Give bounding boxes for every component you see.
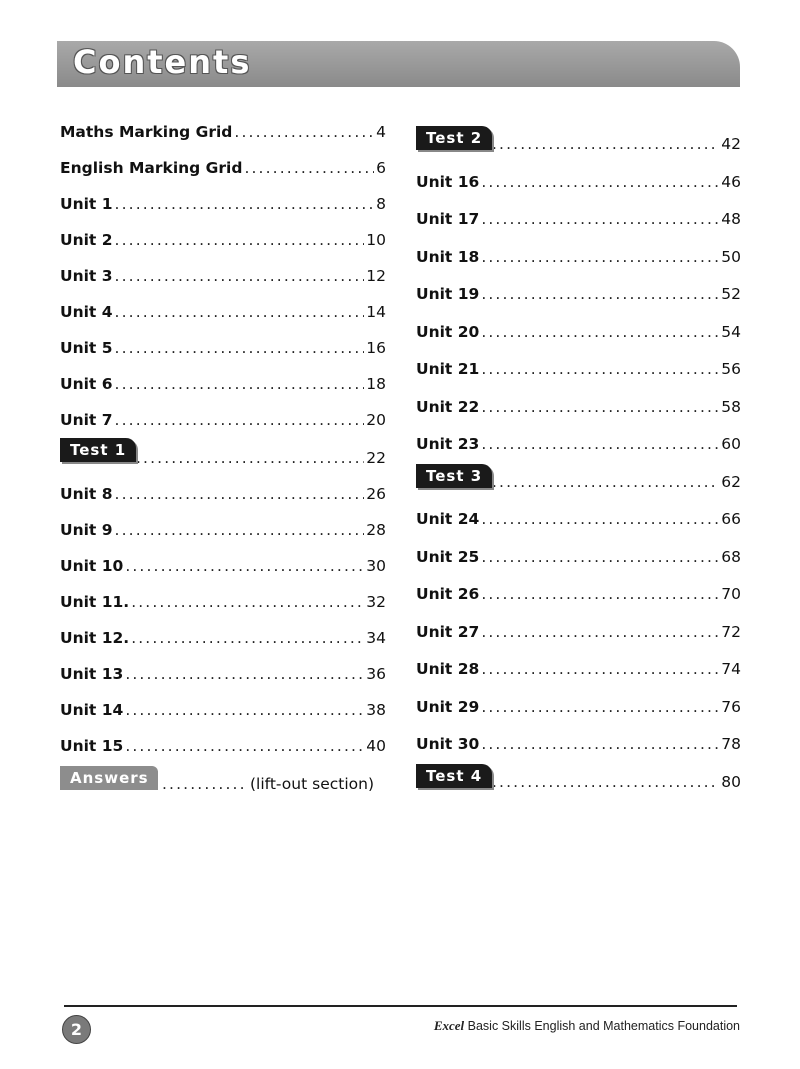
entry-label: Unit 23 [416, 435, 480, 453]
entry-page-number: 76 [721, 697, 741, 716]
entry-page-number: 40 [366, 737, 386, 755]
dot-leader [481, 426, 719, 464]
dot-leader [136, 440, 364, 476]
dot-leader [234, 114, 374, 150]
contents-entry [416, 389, 741, 427]
page-number: 2 [62, 1015, 91, 1044]
entry-page-number: 26 [366, 485, 386, 503]
entry-page-number: 62 [721, 472, 741, 491]
dot-leader [115, 512, 365, 548]
dot-leader [481, 389, 719, 427]
dot-leader [481, 651, 719, 689]
dot-leader [115, 476, 365, 512]
dot-leader [481, 501, 719, 539]
dot-leader [131, 584, 364, 620]
dot-leader [481, 239, 719, 277]
contents-entry [416, 276, 741, 314]
entry-label: Unit 28 [416, 660, 480, 678]
entry-label: Unit 8 [60, 485, 113, 503]
dot-leader [115, 402, 365, 438]
entry-page-number: 6 [376, 159, 386, 177]
entry-label: English Marking Grid [60, 159, 243, 177]
entry-label: Unit 10 [60, 557, 124, 575]
entry-page-number: 48 [721, 210, 741, 228]
entry-page-number: 72 [721, 622, 741, 641]
contents-entry [60, 438, 386, 476]
entry-label: Unit 20 [416, 322, 480, 341]
entry-page-number: 56 [721, 360, 741, 378]
entry-label: Unit 25 [416, 547, 480, 566]
contents-entry [60, 258, 386, 294]
entry-label: Unit 2 [60, 231, 113, 249]
contents-entry [416, 576, 741, 614]
contents-entry [60, 330, 386, 366]
entry-page-number: 14 [366, 303, 386, 321]
entry-label: Unit 12. [60, 629, 130, 647]
footer-divider [64, 1005, 737, 1007]
entry-label: Unit 30 [416, 735, 480, 753]
entry-page-number: 78 [721, 735, 741, 753]
entry-label: Unit 7 [60, 411, 113, 429]
contents-entry [60, 728, 386, 764]
entry-label: Unit 11. [60, 593, 130, 611]
test-badge: Test 1 [60, 438, 136, 462]
entry-label: Maths Marking Grid [60, 123, 233, 141]
entry-page-number: 8 [376, 195, 386, 213]
entry-page-number: 80 [721, 772, 741, 791]
contents-entry [416, 539, 741, 577]
entry-page-number: 38 [366, 701, 386, 719]
entry-page-number: 32 [366, 593, 386, 611]
contents-entry [60, 512, 386, 548]
contents-entry [416, 126, 741, 164]
entry-page-number: 46 [721, 172, 741, 191]
answers-badge: Answers [60, 766, 158, 790]
entry-label: Unit 3 [60, 267, 113, 285]
dot-leader [115, 330, 365, 366]
entry-page-number: 22 [366, 449, 386, 467]
entry-page-number: 52 [721, 285, 741, 303]
dot-leader [125, 692, 364, 728]
entry-label: Unit 5 [60, 339, 113, 357]
entry-page-number: 58 [721, 397, 741, 416]
contents-entry [416, 426, 741, 464]
entry-page-number: 66 [721, 510, 741, 528]
dot-leader [481, 314, 719, 352]
contents-entry [60, 402, 386, 438]
dot-leader [125, 728, 364, 764]
entry-page-number: 70 [721, 585, 741, 603]
contents-entry [416, 464, 741, 502]
entry-page-number: 10 [366, 231, 386, 249]
dot-leader [481, 276, 719, 314]
entry-page-number: 20 [366, 411, 386, 429]
entry-label: Unit 29 [416, 697, 480, 716]
entry-page-number: 42 [721, 135, 741, 153]
contents-entry [60, 222, 386, 258]
contents-entry [416, 614, 741, 652]
dot-leader [481, 576, 719, 614]
entry-label: Unit 21 [416, 360, 480, 378]
entry-page-number: 36 [366, 665, 386, 683]
contents-entry [60, 548, 386, 584]
entry-label: Unit 19 [416, 285, 480, 303]
contents-entry-answers [60, 764, 386, 802]
contents-right-column [416, 126, 741, 801]
entry-page-number: 12 [366, 267, 386, 285]
entry-label: Unit 14 [60, 701, 124, 719]
entry-page-number: 18 [366, 375, 386, 393]
entry-label: Unit 17 [416, 210, 480, 228]
footer-brand: Excel [433, 1018, 465, 1033]
dot-leader [492, 764, 719, 802]
dot-leader [492, 126, 719, 164]
footer-title [434, 1018, 740, 1034]
page-title: Contents [73, 43, 252, 81]
contents-entry [416, 726, 741, 764]
contents-entry [416, 201, 741, 239]
dot-leader [115, 366, 365, 402]
dot-leader [115, 186, 375, 222]
contents-entry [416, 651, 741, 689]
contents-entry [60, 366, 386, 402]
contents-entry [60, 294, 386, 330]
footer-book-title: Basic Skills English and Mathematics Foundation [467, 1019, 740, 1033]
contents-entry [60, 186, 386, 222]
contents-header [57, 41, 740, 87]
entry-page-number: 30 [366, 557, 386, 575]
contents-entry [60, 620, 386, 656]
entry-label: Unit 6 [60, 375, 113, 393]
contents-entry [60, 476, 386, 512]
dot-leader [481, 201, 719, 239]
entry-label: Unit 15 [60, 737, 124, 755]
dot-leader [492, 464, 719, 502]
dot-leader [481, 351, 719, 389]
contents-entry [60, 114, 386, 150]
contents-entry [60, 692, 386, 728]
entry-page-number: 68 [721, 547, 741, 566]
contents-entry [60, 150, 386, 186]
entry-page-number: 16 [366, 339, 386, 357]
entry-label: Unit 26 [416, 585, 480, 603]
contents-entry [416, 164, 741, 202]
entry-label: Unit 9 [60, 521, 113, 539]
dot-leader [244, 150, 374, 186]
contents-entry [416, 689, 741, 727]
dot-leader [115, 294, 365, 330]
entry-page-number: 4 [376, 123, 386, 141]
contents-entry [60, 656, 386, 692]
dot-leader [481, 689, 719, 727]
entry-page-number: (lift-out section) [250, 775, 374, 793]
entry-page-number: 54 [721, 322, 741, 341]
test-badge: Test 2 [416, 126, 492, 150]
entry-label: Unit 1 [60, 195, 113, 213]
dot-leader [481, 614, 719, 652]
contents-entry [416, 239, 741, 277]
entry-page-number: 50 [721, 247, 741, 266]
contents-entry [416, 351, 741, 389]
dot-leader [125, 548, 364, 584]
entry-label: Unit 22 [416, 397, 480, 416]
dot-leader [125, 656, 364, 692]
entry-page-number: 60 [721, 435, 741, 453]
entry-page-number: 28 [366, 521, 386, 539]
entry-page-number: 74 [721, 660, 741, 678]
dot-leader [481, 539, 719, 577]
entry-label: Unit 4 [60, 303, 113, 321]
dot-leader [115, 258, 365, 294]
dot-leader [162, 766, 248, 802]
entry-page-number: 34 [366, 629, 386, 647]
contents-entry [416, 314, 741, 352]
dot-leader [115, 222, 365, 258]
dot-leader [131, 620, 364, 656]
entry-label: Unit 16 [416, 172, 480, 191]
entry-label: Unit 13 [60, 665, 124, 683]
contents-left-column [60, 114, 386, 802]
test-badge: Test 3 [416, 464, 492, 488]
test-badge: Test 4 [416, 764, 492, 788]
entry-label: Unit 24 [416, 510, 480, 528]
dot-leader [481, 726, 719, 764]
contents-entry [416, 501, 741, 539]
entry-label: Unit 18 [416, 247, 480, 266]
contents-entry [60, 584, 386, 620]
entry-label: Unit 27 [416, 622, 480, 641]
contents-entry [416, 764, 741, 802]
dot-leader [481, 164, 719, 202]
